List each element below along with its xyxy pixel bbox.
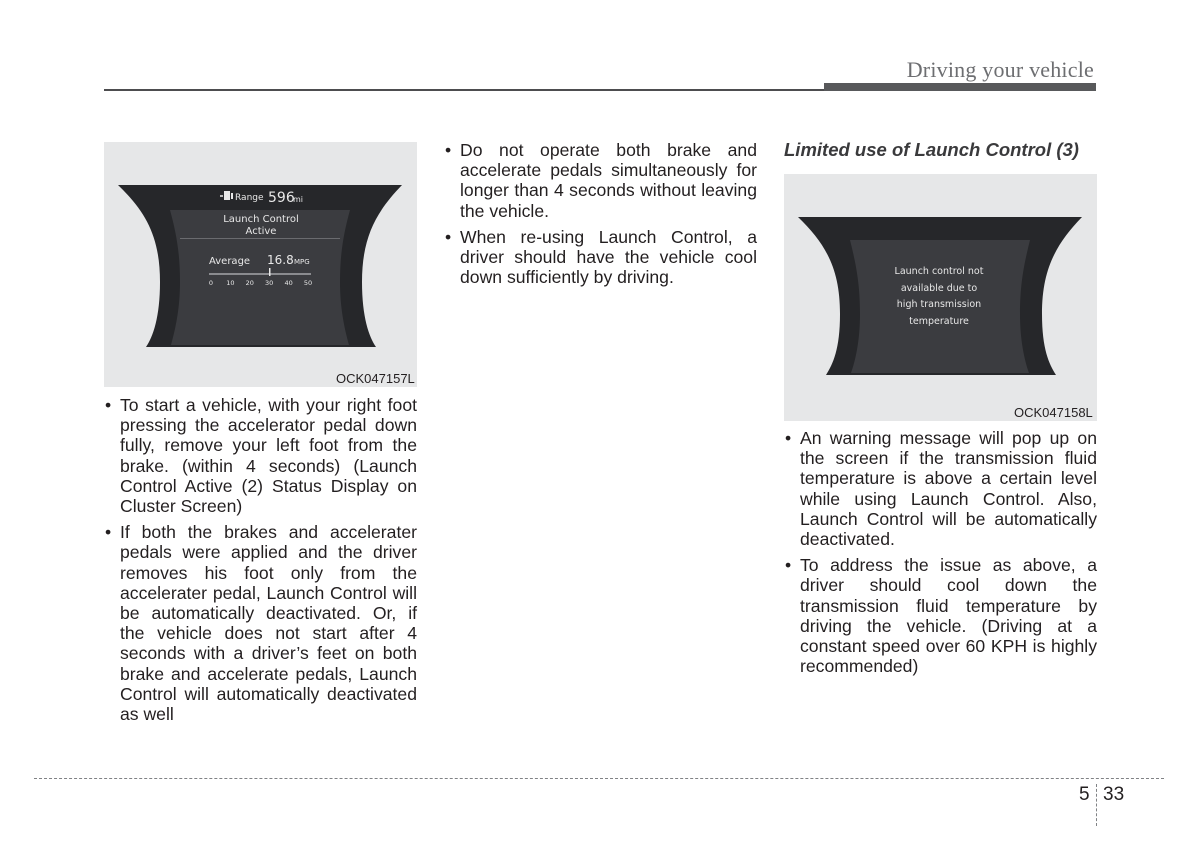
page-number: 33 <box>1103 784 1125 805</box>
gauge-scale-label: 40 <box>284 279 293 287</box>
page-number-separator <box>1096 784 1097 826</box>
bullet-start-vehicle: • To start a vehicle, with your right foot pressing the accelerator pedal down fully, remove your left foot from the brake. (within 4 seconds) (Launch Control Active (2) Status Display on Cluster Screen) <box>104 395 417 516</box>
figure1-caption: OCK047157L <box>336 371 415 386</box>
average-gauge-marker <box>269 268 271 276</box>
gauge-scale-label: 10 <box>226 279 235 287</box>
column-2-text <box>444 140 757 293</box>
section-heading-limited-use: Limited use of Launch Control (3) <box>784 139 1079 160</box>
cluster-display-figure-launch-active <box>104 142 417 387</box>
range-label: Range <box>235 193 264 203</box>
figure2-caption: OCK047158L <box>1014 405 1093 420</box>
warning-line-3: high transmission <box>896 299 982 310</box>
bullet-reuse: • When re-using Launch Control, a driver should have the vehicle cool down sufficiently by driving. <box>444 227 757 288</box>
average-unit: MPG <box>294 258 310 266</box>
gauge-scale-label: 30 <box>265 279 274 287</box>
chapter-number: 5 <box>1079 784 1090 805</box>
range-value: 596 <box>268 190 295 206</box>
warning-line-4: temperature <box>909 316 969 327</box>
bullet-pedal-warning: • Do not operate both brake and accelerate pedals simultaneously for longer than 4 seconds without leaving the vehicle. <box>444 140 757 221</box>
footer-rule <box>34 778 1164 779</box>
gauge-scale-label: 20 <box>245 279 254 287</box>
average-gauge-track <box>209 273 311 275</box>
average-value: 16.8 <box>267 253 294 267</box>
header-rule <box>104 89 824 91</box>
cluster-display-figure-warning <box>784 174 1097 421</box>
column-3-text <box>784 428 1097 682</box>
launch-status-line2: Active <box>245 226 277 237</box>
gauge-scale-label: 50 <box>303 279 313 287</box>
running-header: Driving your vehicle <box>906 57 1094 82</box>
column-1-text <box>104 395 417 730</box>
warning-line-1: Launch control not <box>894 266 984 277</box>
range-unit: mi <box>293 195 304 204</box>
bullet-warning-message: • An warning message will pop up on the screen if the transmission fluid temperature is above a certain level while using Launch Control. Also, Launch Control will be automatically deactivated. <box>784 428 1097 549</box>
header-bar <box>824 83 1096 91</box>
launch-status-line1: Launch Control <box>223 214 299 225</box>
bullet-deactivation: • If both the brakes and accelerater pedals were applied and the driver removes his foot only from the accelerater pedal, Launch Control will be automatically deactivated. Or, if the vehicle does not start after 4 seconds with a driver’s feet on both brake and accelerate pedals, Launch Control will automatically deactivated as well <box>104 522 417 724</box>
bullet-cool-down: • To address the issue as above, a driver should cool down the transmission fluid temperature by driving the vehicle. (Driving at a constant speed over 60 KPH is highly recommended) <box>784 555 1097 676</box>
cluster-warning-illustration <box>784 174 1097 421</box>
gauge-scale-label: 0 <box>208 279 214 287</box>
cluster-display-illustration <box>104 142 417 387</box>
average-label: Average <box>209 256 251 267</box>
warning-line-2: available due to <box>900 283 978 294</box>
